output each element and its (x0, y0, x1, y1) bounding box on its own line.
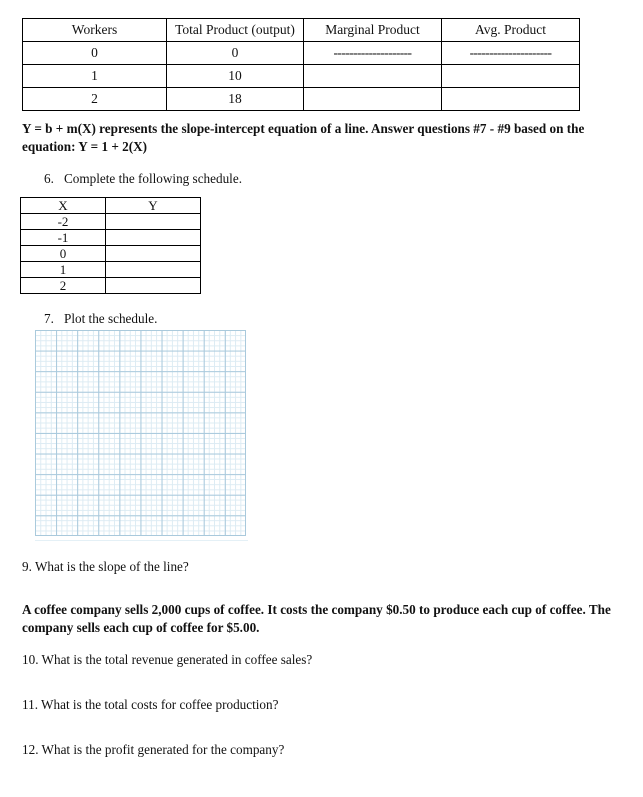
cell-x-value: 2 (21, 278, 106, 294)
cell-workers: 2 (23, 88, 167, 111)
question-7 (44, 310, 157, 327)
cell-total-product: 10 (167, 65, 304, 88)
table-row (21, 278, 201, 294)
column-header-total-product: Total Product (output) (167, 19, 304, 42)
question-11-text: 11. What is the total costs for coffee production? (22, 697, 279, 712)
cell-y-value[interactable] (106, 262, 201, 278)
table-row (23, 42, 580, 65)
column-header-avg-product: Avg. Product (442, 19, 580, 42)
cell-x-value: 1 (21, 262, 106, 278)
coffee-scenario (22, 601, 622, 636)
question-6-number: 6. (44, 171, 54, 186)
coffee-scenario-line1: A coffee company sells 2,000 cups of coffee. It costs the company $0.50 to produce each cup of coffee. (22, 602, 586, 617)
equation-instructions (22, 120, 610, 155)
column-header-y: Y (106, 198, 201, 214)
production-table (22, 18, 580, 111)
cell-x-value: -2 (21, 214, 106, 230)
graph-bottom-edge (35, 540, 248, 541)
cell-x-value: 0 (21, 246, 106, 262)
column-header-marginal-product: Marginal Product (304, 19, 442, 42)
question-10 (22, 651, 312, 668)
cell-y-value[interactable] (106, 214, 201, 230)
cell-total-product: 18 (167, 88, 304, 111)
equation-instructions-line1: Y = b + m(X) represents the slope-intercept equation of a line. Answer questions #7 - #9 based on the (22, 121, 585, 136)
table-row (23, 65, 580, 88)
table-row (23, 88, 580, 111)
question-11 (22, 696, 278, 713)
question-6 (44, 170, 242, 187)
column-header-x: X (21, 198, 106, 214)
question-9 (22, 558, 189, 575)
coffee-scenario-line2: The company sells each cup of coffee for $5.00. (22, 602, 611, 635)
cell-avg-product: --------------------- (442, 42, 580, 65)
question-6-text: Complete the following schedule. (64, 171, 242, 186)
cell-y-value[interactable] (106, 278, 201, 294)
schedule-table (20, 197, 201, 294)
question-7-text: Plot the schedule. (64, 311, 158, 326)
graph-grid (35, 330, 246, 536)
cell-marginal-product[interactable] (304, 88, 442, 111)
cell-workers: 1 (23, 65, 167, 88)
question-12 (22, 741, 284, 758)
table-row (21, 262, 201, 278)
question-10-text: 10. What is the total revenue generated in coffee sales? (22, 652, 313, 667)
question-7-number: 7. (44, 311, 54, 326)
question-12-text: 12. What is the profit generated for the company? (22, 742, 285, 757)
cell-total-product: 0 (167, 42, 304, 65)
cell-avg-product[interactable] (442, 88, 580, 111)
question-9-text: 9. What is the slope of the line? (22, 559, 189, 574)
cell-avg-product[interactable] (442, 65, 580, 88)
cell-workers: 0 (23, 42, 167, 65)
cell-y-value[interactable] (106, 230, 201, 246)
column-header-workers: Workers (23, 19, 167, 42)
equation-instructions-line2: equation: Y = 1 + 2(X) (22, 138, 148, 154)
graph-paper-area[interactable] (35, 330, 246, 536)
cell-x-value: -1 (21, 230, 106, 246)
table-row (21, 214, 201, 230)
table-row (21, 246, 201, 262)
schedule-header-row (21, 198, 201, 214)
cell-marginal-product: -------------------- (304, 42, 442, 65)
table-header-row (23, 19, 580, 42)
cell-y-value[interactable] (106, 246, 201, 262)
cell-marginal-product[interactable] (304, 65, 442, 88)
table-row (21, 230, 201, 246)
